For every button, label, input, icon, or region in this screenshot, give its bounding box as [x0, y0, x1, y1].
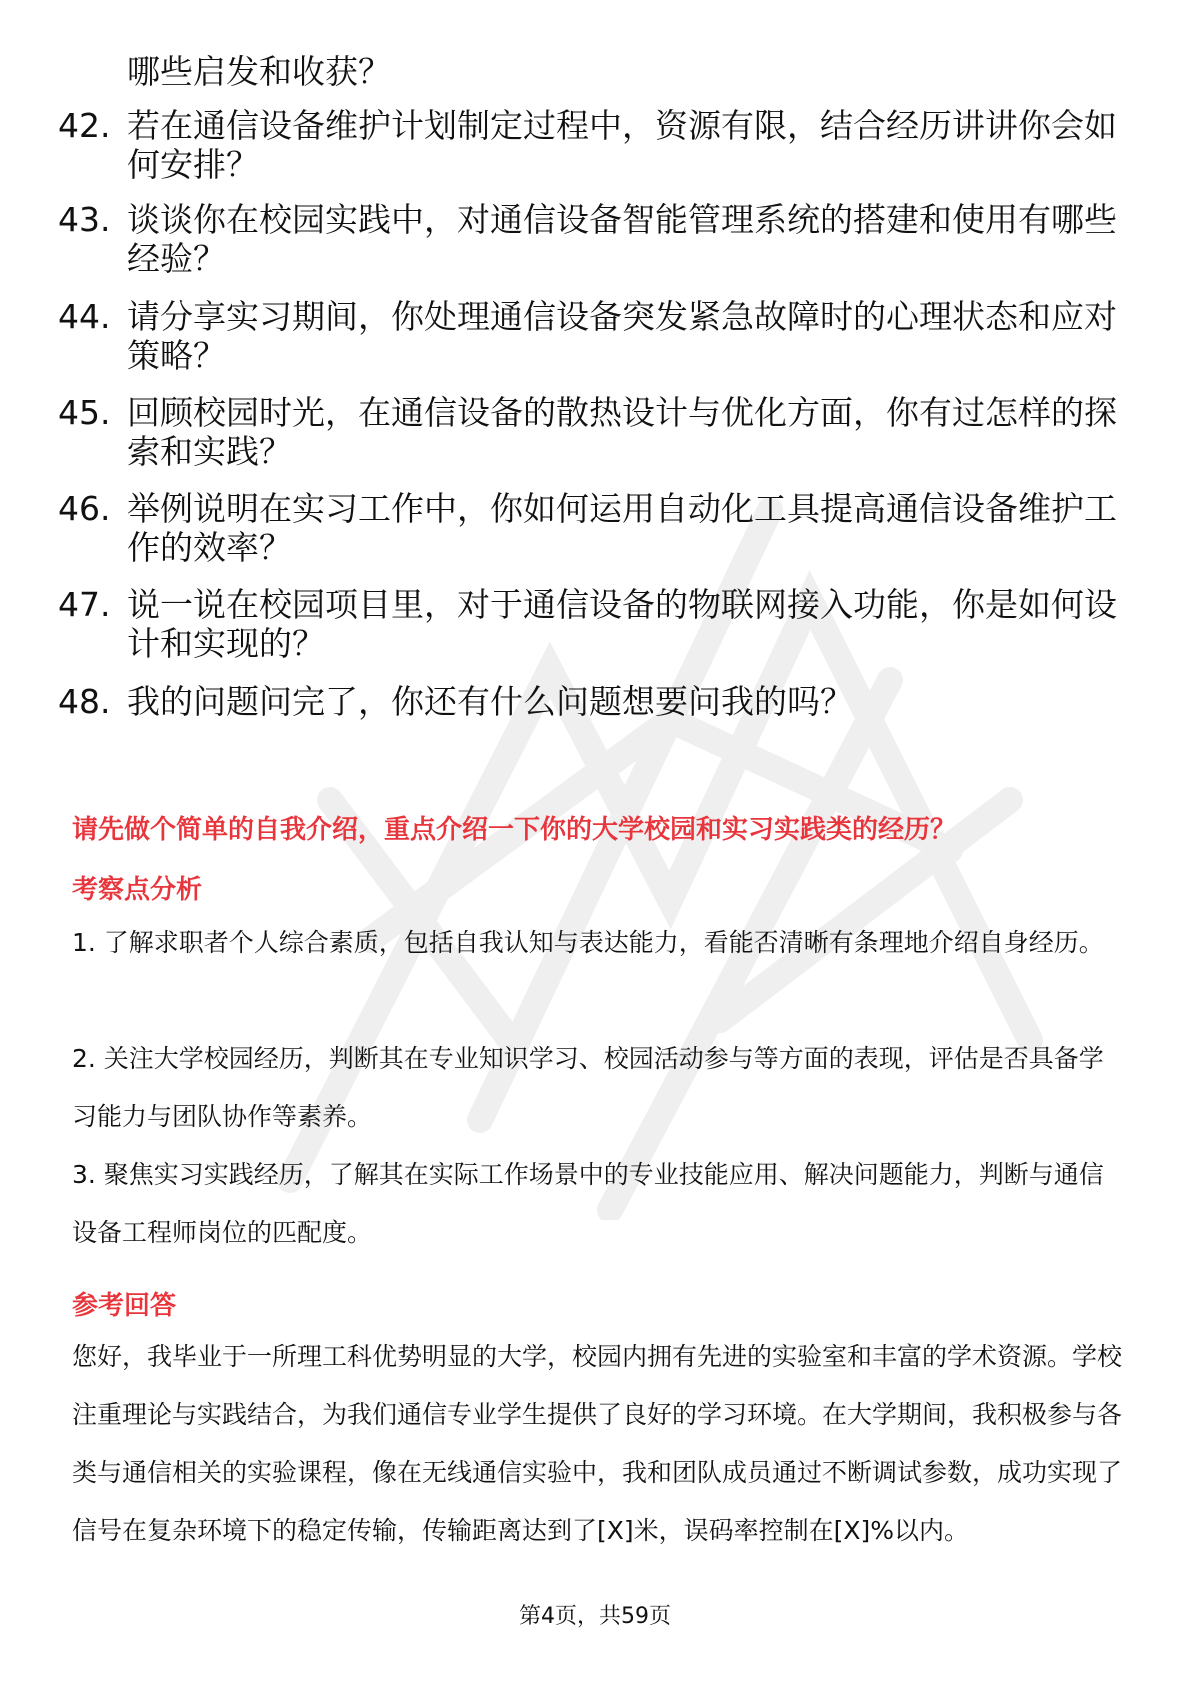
question-text: 若在通信设备维护计划制定过程中，资源有限，结合经历讲讲你会如何安排？ — [127, 106, 1117, 184]
question-number: 48. — [58, 682, 111, 721]
analysis-point: 2. 关注大学校园经历，判断其在专业知识学习、校园活动参与等方面的表现，评估是否具备学习能力与团队协作等素养。 — [72, 1044, 1104, 1131]
analysis-point: 3. 聚焦实习实践经历，了解其在实际工作场景中的专业技能应用、解决问题能力，判断与通信设备工程师岗位的匹配度。 — [72, 1160, 1104, 1247]
question-number: 42. — [58, 106, 111, 145]
question-text: 谈谈你在校园实践中，对通信设备智能管理系统的搭建和使用有哪些经验？ — [127, 200, 1117, 278]
question-number: 44. — [58, 297, 111, 336]
analysis-point: 1. 了解求职者个人综合素质，包括自我认知与表达能力，看能否清晰有条理地介绍自身经历。 — [72, 928, 1104, 957]
question-number: 46. — [58, 489, 111, 528]
question-text: 回顾校园时光，在通信设备的散热设计与优化方面，你有过怎样的探索和实践？ — [127, 393, 1117, 471]
answer-heading: 参考回答 — [72, 1291, 177, 1321]
question-item — [58, 200, 1128, 278]
page-footer: 第4页，共59页 — [519, 1604, 671, 1629]
question-text: 举例说明在实习工作中，你如何运用自动化工具提高通信设备维护工作的效率？ — [127, 489, 1117, 567]
highlight-question: 请先做个简单的自我介绍，重点介绍一下你的大学校园和实习实践类的经历？ — [72, 815, 957, 845]
analysis-heading: 考察点分析 — [72, 875, 203, 905]
question-item — [58, 585, 1128, 663]
question-number: 47. — [58, 585, 111, 624]
question-text: 我的问题问完了，你还有什么问题想要问我的吗？ — [127, 682, 853, 721]
question-item — [58, 106, 1128, 184]
question-text: 说一说在校园项目里，对于通信设备的物联网接入功能，你是如何设计和实现的？ — [127, 585, 1117, 663]
question-text: 请分享实习期间，你处理通信设备突发紧急故障时的心理状态和应对策略？ — [127, 297, 1117, 375]
question-item — [58, 682, 1128, 721]
question-number: 43. — [58, 200, 111, 239]
question-number: 45. — [58, 393, 111, 432]
answer-text: 您好，我毕业于一所理工科优势明显的大学，校园内拥有先进的实验室和丰富的学术资源。学校注重理论与实践结合，为我们通信专业学生提供了良好的学习环境。在大学期间，我积极参与各类与通信相关的实验课程，像在无线通信实验中，我和团队成员通过不断调试参数，成功实现了信号在复杂环境下的稳定传输，传输距离达到了[X]米，误码率控制在[X]%以内。 — [72, 1342, 1123, 1545]
question-item — [58, 393, 1128, 471]
question-item — [58, 297, 1128, 375]
question-continuation: 哪些启发和收获？ — [127, 52, 391, 91]
question-item — [58, 489, 1128, 567]
